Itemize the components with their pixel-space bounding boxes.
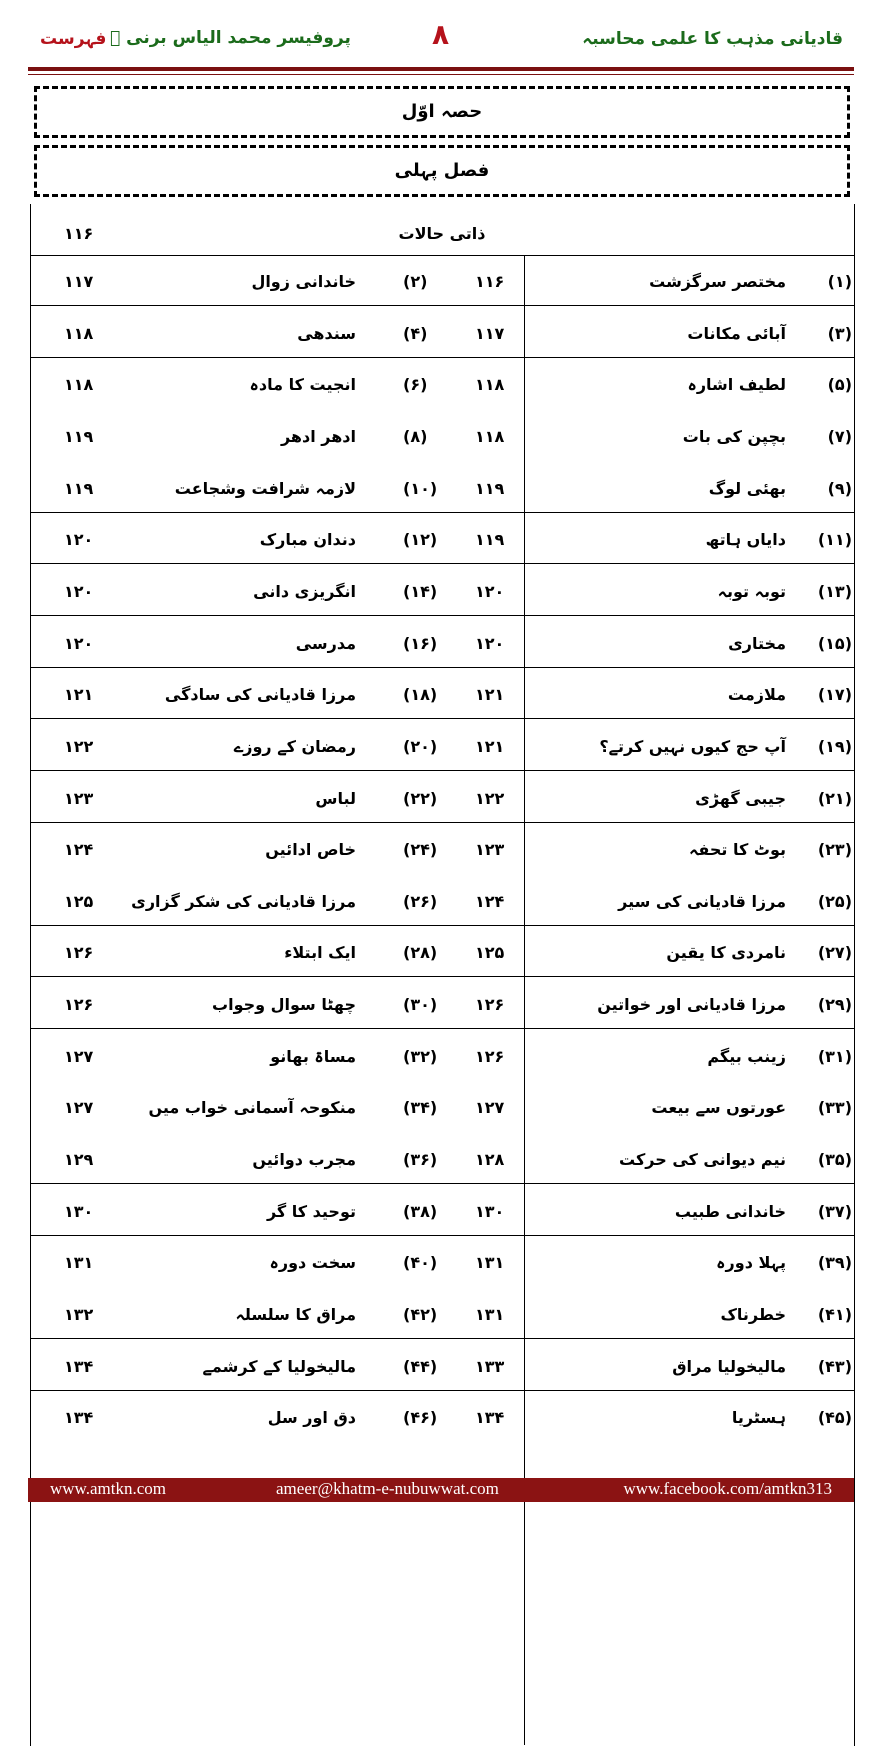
entry-number: (۴۰) (403, 1253, 438, 1272)
entry-title: مساۃ بھانو (270, 1047, 356, 1066)
entry-number: (۳۷) (817, 1202, 852, 1221)
entry-page: ۱۲۱ (475, 737, 505, 756)
row-separator (30, 925, 854, 926)
entry-page: ۱۲۰ (475, 634, 505, 653)
toc-row (30, 840, 854, 870)
row-separator (30, 1183, 854, 1184)
entry-number: (۳۲) (403, 1047, 438, 1066)
toc-row (30, 1202, 854, 1232)
entry-number: (۳۳) (817, 1098, 852, 1117)
entry-page: ۱۲۱ (64, 685, 94, 704)
book-title: قادیانی مذہب کا علمی محاسبہ (582, 29, 843, 49)
entry-page: ۱۳۲ (64, 1305, 94, 1324)
entry-title: منکوحہ آسمانی خواب میں (148, 1098, 356, 1117)
page-header (0, 18, 881, 68)
entry-title: مرزا قادیانی کی شکر گزاری (131, 892, 356, 911)
entry-page: ۱۲۰ (64, 582, 94, 601)
entry-title: بچپن کی بات (682, 427, 786, 446)
entry-title: دندان مبارک (259, 530, 356, 549)
entry-title: لباس (315, 789, 356, 808)
row-separator (30, 1028, 854, 1029)
entry-title: دایاں ہاتھ (705, 530, 786, 549)
row-separator (30, 305, 854, 306)
row-separator (30, 615, 854, 616)
entry-title: پہلا دورہ (716, 1253, 786, 1272)
entry-page: ۱۲۷ (475, 1098, 505, 1117)
entry-title: عورتوں سے بیعت (651, 1098, 786, 1117)
entry-page: ۱۲۸ (475, 1150, 505, 1169)
entry-title: مجرب دوائیں (252, 1150, 356, 1169)
entry-number: (۴۳) (817, 1357, 852, 1376)
part-title-text: حصہ اوّل (401, 101, 483, 122)
entry-title: زینب بیگم (707, 1047, 786, 1066)
chapter-title-text: فصل پہلی (394, 160, 490, 181)
entry-number: (۱۹) (817, 737, 852, 756)
entry-number: (۱۳) (817, 582, 852, 601)
entry-number: (۱۱) (817, 530, 852, 549)
entry-page: ۱۲۶ (64, 943, 94, 962)
entry-title: رمضان کے روزے (233, 737, 356, 756)
entry-page: ۱۳۳ (475, 1357, 505, 1376)
row-separator (30, 822, 854, 823)
entry-page: ۱۲۱ (475, 685, 505, 704)
toc-row (30, 737, 854, 767)
entry-page: ۱۳۱ (475, 1305, 505, 1324)
topic-page: ۱۱۶ (64, 224, 94, 243)
toc-row (30, 375, 854, 405)
entry-number: (۴۶) (403, 1408, 438, 1427)
entry-title: مالیخولیا کے کرشمے (202, 1357, 356, 1376)
entry-page: ۱۳۴ (64, 1408, 94, 1427)
entry-number: (۲۴) (403, 840, 438, 859)
author-name: پروفیسر محمد الیاس برنی ﷫ (110, 28, 351, 48)
entry-page: ۱۲۳ (475, 840, 505, 859)
toc-row (30, 634, 854, 664)
entry-number: (۹) (827, 479, 852, 498)
entry-title: دق اور سل (267, 1408, 356, 1427)
entry-page: ۱۲۲ (475, 789, 505, 808)
entry-page: ۱۲۹ (64, 1150, 94, 1169)
toc-row (30, 1408, 854, 1438)
row-separator (30, 1235, 854, 1236)
entry-number: (۴) (403, 324, 428, 343)
entry-title: خاندانی زوال (251, 272, 356, 291)
entry-title: ملازمت (727, 685, 786, 704)
toc-row (30, 324, 854, 354)
toc-row (30, 892, 854, 922)
row-separator (30, 718, 854, 719)
entry-number: (۷) (827, 427, 852, 446)
toc-row (30, 1098, 854, 1128)
entry-page: ۱۱۹ (475, 479, 505, 498)
entry-page: ۱۲۴ (64, 840, 94, 859)
table-right-border (854, 204, 855, 1746)
entry-page: ۱۱۸ (64, 324, 94, 343)
toc-row (30, 530, 854, 560)
entry-title: آبائی مکانات (687, 324, 786, 343)
entry-title: سخت دورہ (269, 1253, 356, 1272)
entry-title: انگریزی دانی (253, 582, 356, 601)
entry-title: مرزا قادیانی اور خواتین (597, 995, 786, 1014)
entry-number: (۲۳) (817, 840, 852, 859)
entry-page: ۱۳۴ (64, 1357, 94, 1376)
entry-page: ۱۳۰ (64, 1202, 94, 1221)
entry-page: ۱۲۵ (64, 892, 94, 911)
toc-row (30, 479, 854, 509)
section-label: فہرست (40, 29, 107, 49)
entry-page: ۱۲۷ (64, 1047, 94, 1066)
entry-number: (۳۵) (817, 1150, 852, 1169)
entry-number: (۲۱) (817, 789, 852, 808)
toc-row (30, 995, 854, 1025)
entry-title: مختصر سرگزشت (649, 272, 786, 291)
row-separator (30, 976, 854, 977)
entry-page: ۱۲۲ (64, 737, 94, 756)
entry-page: ۱۱۹ (475, 530, 505, 549)
entry-number: (۱) (827, 272, 852, 291)
entry-number: (۴۵) (817, 1408, 852, 1427)
entry-page: ۱۱۶ (475, 272, 505, 291)
entry-number: (۱۵) (817, 634, 852, 653)
entry-page: ۱۲۰ (64, 530, 94, 549)
entry-title: خطرناک (720, 1305, 786, 1324)
entry-page: ۱۳۰ (475, 1202, 505, 1221)
entry-page: ۱۲۰ (475, 582, 505, 601)
entry-page: ۱۳۱ (64, 1253, 94, 1272)
footer-bar (28, 1478, 854, 1502)
row-separator (30, 512, 854, 513)
part-title (34, 86, 850, 138)
toc-row (30, 943, 854, 973)
entry-title: ادھر ادھر (280, 427, 356, 446)
entry-number: (۲۲) (403, 789, 438, 808)
topic-title: ذاتی حالات (398, 224, 486, 243)
entry-page: ۱۲۴ (475, 892, 505, 911)
entry-title: آپ حج کیوں نہیں کرتے؟ (599, 737, 786, 756)
entry-page: ۱۲۷ (64, 1098, 94, 1117)
row-separator (30, 1390, 854, 1391)
header-rule-thick (28, 67, 854, 71)
entry-title: بھئی لوگ (708, 479, 786, 498)
entry-number: (۳) (827, 324, 852, 343)
entry-title: مرزا قادیانی کی سادگی (164, 685, 356, 704)
toc-row (30, 789, 854, 819)
entry-number: (۳۱) (817, 1047, 852, 1066)
toc-row (30, 1047, 854, 1077)
entry-page: ۱۱۸ (475, 375, 505, 394)
topic-bottom-line (30, 255, 854, 256)
entry-title: خاندانی طبیب (674, 1202, 786, 1221)
entry-page: ۱۲۰ (64, 634, 94, 653)
entry-number: (۱۶) (403, 634, 438, 653)
entry-page: ۱۳۴ (475, 1408, 505, 1427)
toc-row (30, 685, 854, 715)
entry-title: توبہ توبہ (717, 582, 786, 601)
page-number: ۸ (431, 18, 450, 51)
entry-title: چھٹا سوال وجواب (212, 995, 356, 1014)
topic-row (30, 224, 854, 254)
entry-page: ۱۲۳ (64, 789, 94, 808)
entry-number: (۴۴) (403, 1357, 438, 1376)
entry-title: مرزا قادیانی کی سیر (618, 892, 786, 911)
entry-page: ۱۲۶ (64, 995, 94, 1014)
entry-number: (۳۶) (403, 1150, 438, 1169)
entry-title: بوٹ کا تحفہ (689, 840, 786, 859)
chapter-title (34, 145, 850, 197)
header-rule-thin (28, 74, 854, 75)
entry-number: (۲۶) (403, 892, 438, 911)
toc-row (30, 427, 854, 457)
entry-title: جیبی گھڑی (695, 789, 786, 808)
entry-number: (۴۱) (817, 1305, 852, 1324)
entry-number: (۳۸) (403, 1202, 438, 1221)
entry-title: لطیف اشارہ (687, 375, 786, 394)
entry-number: (۲۷) (817, 943, 852, 962)
entry-number: (۶) (403, 375, 428, 394)
entry-page: ۱۱۹ (64, 479, 94, 498)
entry-number: (۳۰) (403, 995, 438, 1014)
entry-number: (۱۲) (403, 530, 438, 549)
entry-number: (۳۴) (403, 1098, 438, 1117)
entry-title: لازمہ شرافت وشجاعت (174, 479, 356, 498)
entry-number: (۳۹) (817, 1253, 852, 1272)
toc-row (30, 1305, 854, 1335)
entry-number: (۲۸) (403, 943, 438, 962)
entry-title: مالیخولیا مراق (672, 1357, 786, 1376)
entry-page: ۱۲۵ (475, 943, 505, 962)
entry-page: ۱۱۸ (64, 375, 94, 394)
entry-page: ۱۱۷ (64, 272, 94, 291)
entry-page: ۱۲۶ (475, 995, 505, 1014)
footer-facebook[interactable]: www.facebook.com/amtkn313 (623, 1479, 832, 1498)
entry-number: (۱۰) (403, 479, 438, 498)
footer-email[interactable]: ameer@khatm-e-nubuwwat.com (276, 1479, 499, 1498)
row-separator (30, 770, 854, 771)
entry-title: ہسٹریا (731, 1408, 786, 1427)
entry-page: ۱۱۸ (475, 427, 505, 446)
toc-row (30, 272, 854, 302)
toc-row (30, 1357, 854, 1387)
entry-number: (۱۴) (403, 582, 438, 601)
entry-title: توحید کا گر (266, 1202, 356, 1221)
entry-number: (۱۸) (403, 685, 438, 704)
entry-title: مدرسی (295, 634, 356, 653)
entry-number: (۲۹) (817, 995, 852, 1014)
entry-number: (۸) (403, 427, 428, 446)
row-separator (30, 667, 854, 668)
row-separator (30, 1338, 854, 1339)
toc-row (30, 1253, 854, 1283)
entry-page: ۱۱۹ (64, 427, 94, 446)
entry-title: انجیت کا مادہ (249, 375, 356, 394)
entry-number: (۴۲) (403, 1305, 438, 1324)
toc-row (30, 1150, 854, 1180)
entry-title: مختاری (728, 634, 786, 653)
toc-row (30, 582, 854, 612)
entry-title: مراق کا سلسلہ (235, 1305, 356, 1324)
entry-page: ۱۱۷ (475, 324, 505, 343)
entry-number: (۲۰) (403, 737, 438, 756)
row-separator (30, 563, 854, 564)
entry-title: نامردی کا یقین (666, 943, 786, 962)
entry-page: ۱۳۱ (475, 1253, 505, 1272)
footer-website[interactable]: www.amtkn.com (50, 1479, 166, 1498)
entry-title: ایک ابتلاء (284, 943, 356, 962)
entry-page: ۱۲۶ (475, 1047, 505, 1066)
entry-number: (۲) (403, 272, 428, 291)
entry-number: (۲۵) (817, 892, 852, 911)
entry-title: سندھی (297, 324, 356, 343)
entry-title: خاص ادائیں (265, 840, 356, 859)
entry-title: نیم دیوانی کی حرکت (619, 1150, 786, 1169)
entry-number: (۵) (827, 375, 852, 394)
entry-number: (۱۷) (817, 685, 852, 704)
row-separator (30, 357, 854, 358)
